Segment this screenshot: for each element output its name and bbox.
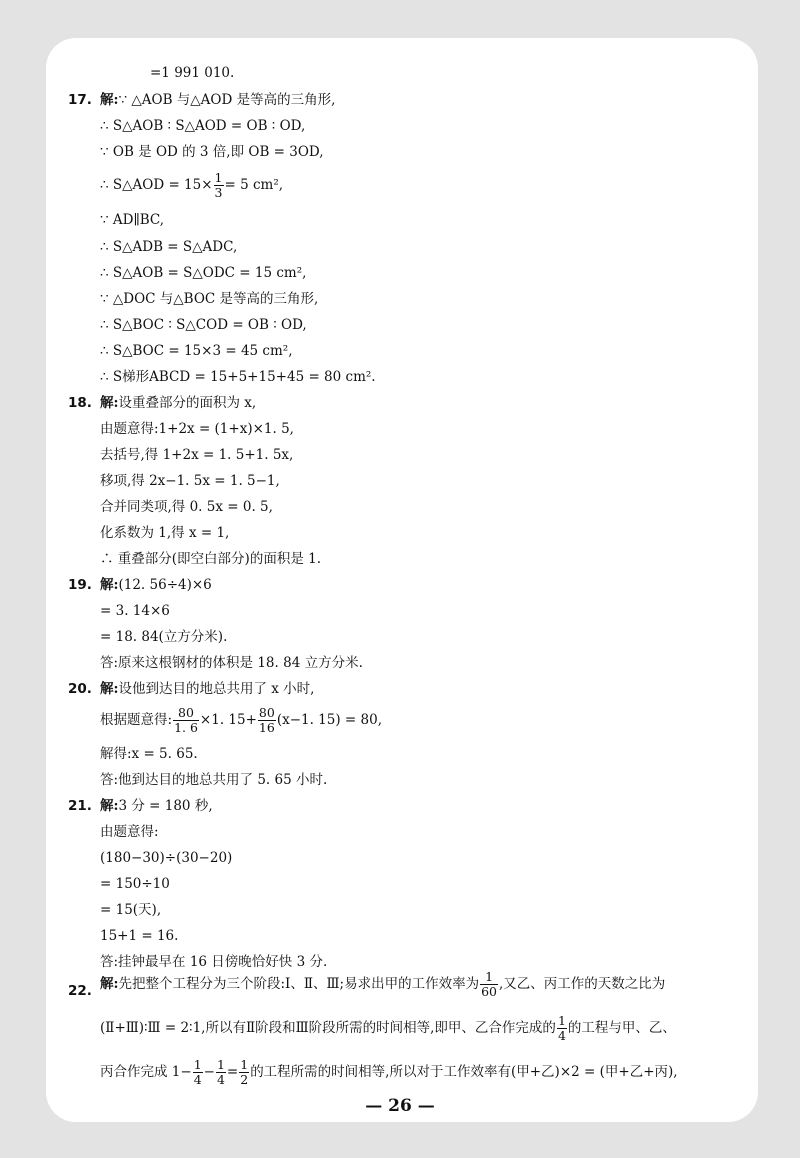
problem-22-line-2: (Ⅱ+Ⅲ)∶Ⅲ = 2∶1,所以有Ⅱ阶段和Ⅲ阶段所需的时间相等,即甲、乙合作完成的 $\frac{1}{4}$ 的工程与甲、乙、: [100, 1013, 676, 1043]
problem-20-line-4: 答:他到达目的地总共用了 5. 65 小时.: [100, 772, 328, 788]
problem-22-line-3: 丙合作完成 1− $\frac{1}{4}$ − $\frac{1}{4}$ = $\frac{1}{2}$ 的工程所需的时间相等,所以对于工作效率有(甲+乙)×2 = (甲+乙+丙),: [100, 1057, 678, 1087]
problem-21-line-7: 答:挂钟最早在 16 日傍晚恰好快 3 分.: [100, 954, 328, 970]
fraction: $\frac{1}{4}$: [557, 1013, 566, 1043]
problem-22-number: 22.: [68, 983, 92, 999]
problem-21-line-2: 由题意得:: [100, 824, 159, 840]
problem-18-number: 18.: [68, 395, 92, 411]
problem-17-line-2: ∴ S△AOB ∶ S△AOD = OB ∶ OD,: [100, 118, 306, 134]
problem-18-line-5: 合并同类项,得 0. 5x = 0. 5,: [100, 499, 273, 515]
problem-22-line-1: 解:先把整个工程分为三个阶段:Ⅰ、Ⅱ、Ⅲ;易求出甲的工作效率为 $\frac{1}{60}$ ,又乙、丙工作的天数之比为: [100, 969, 666, 999]
fraction: $\frac{1}{4}$: [216, 1057, 225, 1087]
fraction: $\frac{1}{3}$: [214, 170, 223, 200]
problem-18-line-3: 去括号,得 1+2x = 1. 5+1. 5x,: [100, 447, 294, 463]
problem-17-line-5: ∵ AD∥BC,: [100, 212, 164, 228]
fraction: $\frac{80}{16}$: [258, 705, 275, 735]
problem-17-line-9: ∴ S△BOC ∶ S△COD = OB ∶ OD,: [100, 317, 307, 333]
problem-17-line-10: ∴ S△BOC = 15×3 = 45 cm²,: [100, 343, 293, 359]
text-line: =1 991 010.: [150, 65, 235, 81]
problem-21-line-3: (180−30)÷(30−20): [100, 850, 233, 866]
problem-19-line-2: = 3. 14×6: [100, 603, 170, 619]
problem-17-line-11: ∴ S梯形ABCD = 15+5+15+45 = 80 cm².: [100, 369, 376, 385]
problem-19-line-1: 解:(12. 56÷4)×6: [100, 577, 212, 593]
fraction: $\frac{80}{1. 6}$: [174, 705, 198, 735]
problem-21-number: 21.: [68, 798, 92, 814]
fraction: $\frac{1}{2}$: [240, 1057, 249, 1087]
problem-21-line-5: = 15(天),: [100, 902, 162, 918]
problem-20-line-1: 解:设他到达目的地总共用了 x 小时,: [100, 681, 315, 697]
fraction: $\frac{1}{60}$: [481, 969, 498, 999]
problem-21-line-1: 解:3 分 = 180 秒,: [100, 798, 213, 814]
problem-18-line-1: 解:设重叠部分的面积为 x,: [100, 395, 257, 411]
problem-17-line-3: ∵ OB 是 OD 的 3 倍,即 OB = 3OD,: [100, 144, 324, 160]
problem-17-line-7: ∴ S△AOB = S△ODC = 15 cm²,: [100, 265, 307, 281]
problem-21-line-6: 15+1 = 16.: [100, 928, 179, 944]
problem-21-line-4: = 150÷10: [100, 876, 170, 892]
problem-17-line-1: 解:∵ △AOB 与△AOD 是等高的三角形,: [100, 92, 336, 108]
problem-20-line-2: 根据题意得: $\frac{80}{1. 6}$ ×1. 15+ $\frac{80}{16}$ (x−1. 15) = 80,: [100, 705, 382, 735]
problem-17-line-6: ∴ S△ADB = S△ADC,: [100, 239, 238, 255]
fraction: $\frac{1}{4}$: [193, 1057, 202, 1087]
problem-18-line-2: 由题意得:1+2x = (1+x)×1. 5,: [100, 421, 294, 437]
problem-20-number: 20.: [68, 681, 92, 697]
page-number: — 26 —: [365, 1096, 435, 1116]
problem-19-line-4: 答:原来这根钢材的体积是 18. 84 立方分米.: [100, 655, 363, 671]
problem-18-line-6: 化系数为 1,得 x = 1,: [100, 525, 230, 541]
problem-17-line-8: ∵ △DOC 与△BOC 是等高的三角形,: [100, 291, 319, 307]
problem-19-line-3: = 18. 84(立方分米).: [100, 629, 228, 645]
problem-18-line-7: ∴ 重叠部分(即空白部分)的面积是 1.: [100, 551, 321, 567]
problem-19-number: 19.: [68, 577, 92, 593]
problem-20-line-3: 解得:x = 5. 65.: [100, 746, 198, 762]
problem-17-number: 17.: [68, 92, 92, 108]
problem-18-line-4: 移项,得 2x−1. 5x = 1. 5−1,: [100, 473, 280, 489]
problem-17-line-4: ∴ S△AOD = 15× $\frac{1}{3}$ = 5 cm²,: [100, 170, 284, 200]
